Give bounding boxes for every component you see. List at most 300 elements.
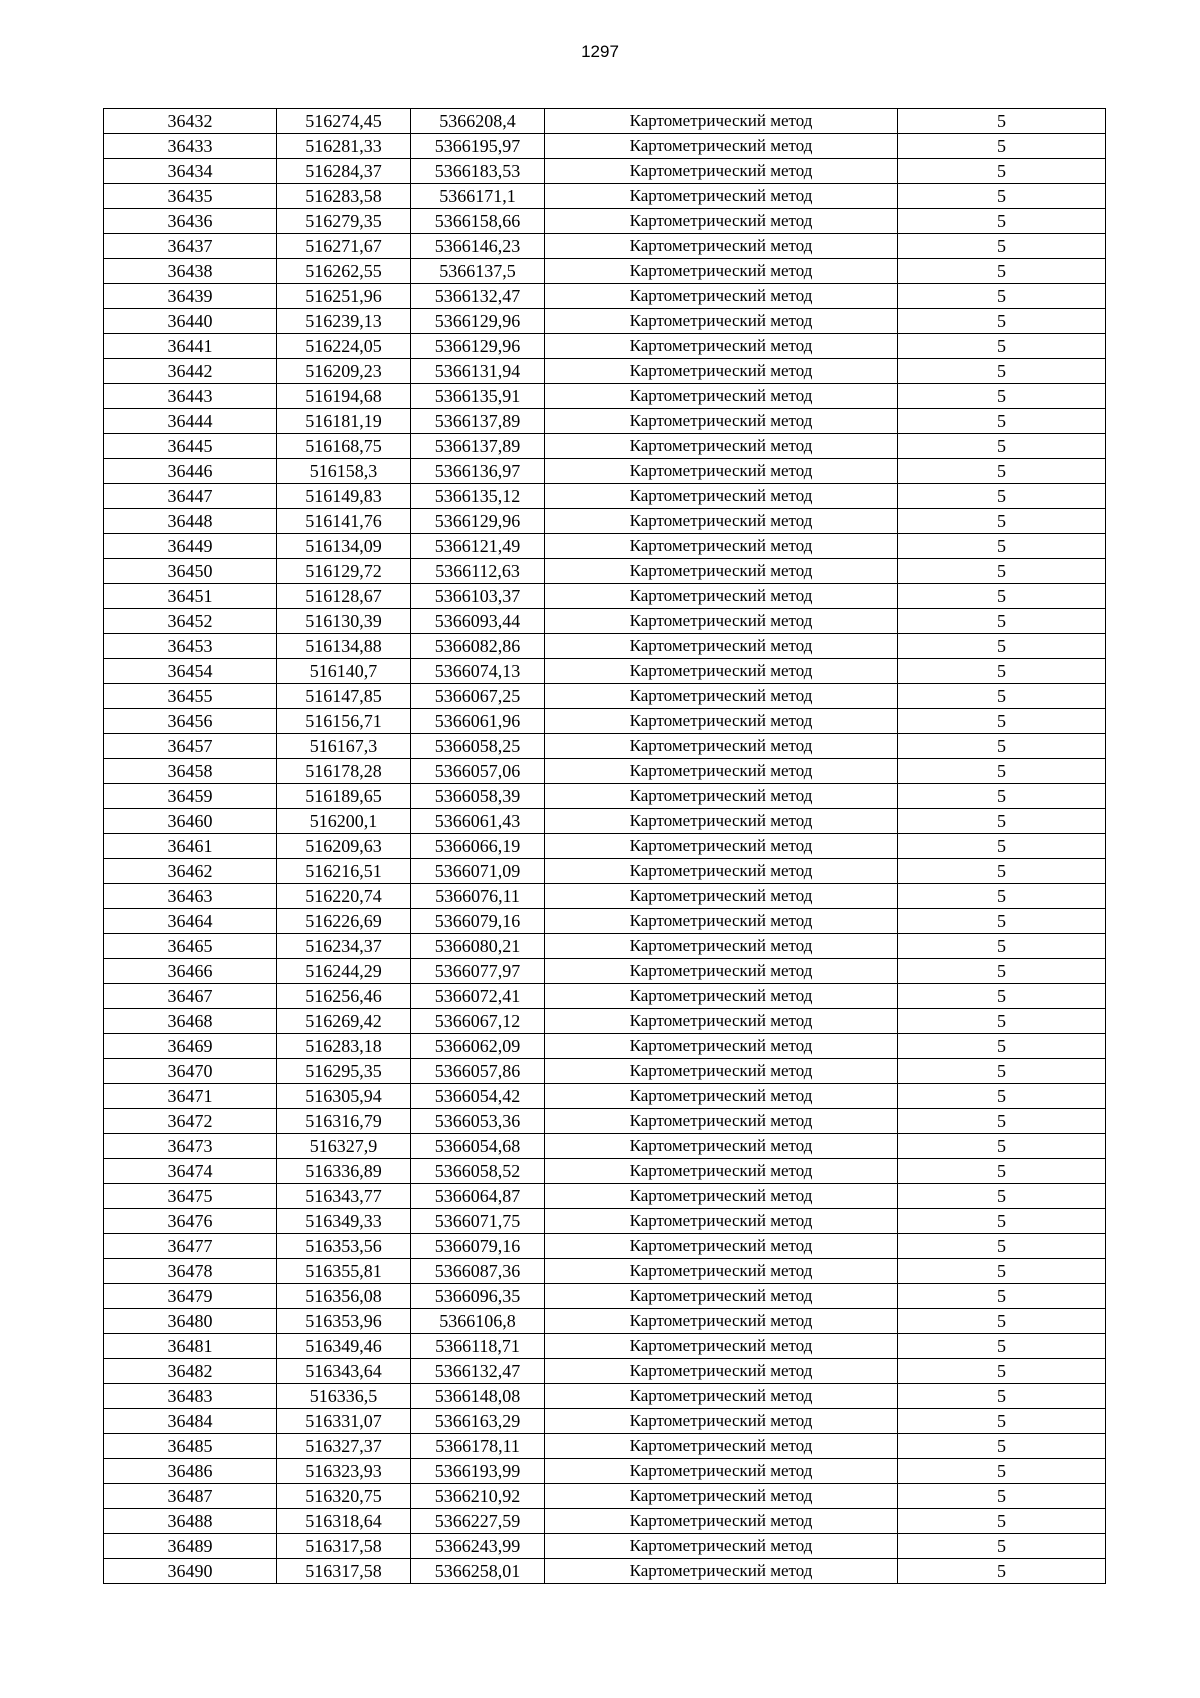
x-coordinate-cell: 516349,46: [277, 1334, 411, 1359]
x-coordinate-cell: 516262,55: [277, 259, 411, 284]
method-cell: Картометрический метод: [545, 934, 898, 959]
table-row: [104, 1334, 1106, 1359]
accuracy-cell: 5: [898, 609, 1106, 634]
y-coordinate-cell: 5366067,12: [411, 1009, 545, 1034]
point-number-cell: 36455: [104, 684, 277, 709]
point-number-cell: 36451: [104, 584, 277, 609]
table-row: [104, 909, 1106, 934]
method-cell: Картометрический метод: [545, 1084, 898, 1109]
table-row: [104, 584, 1106, 609]
y-coordinate-cell: 5366193,99: [411, 1459, 545, 1484]
y-coordinate-cell: 5366135,12: [411, 484, 545, 509]
accuracy-cell: 5: [898, 634, 1106, 659]
x-coordinate-cell: 516156,71: [277, 709, 411, 734]
method-cell: Картометрический метод: [545, 609, 898, 634]
accuracy-cell: 5: [898, 1334, 1106, 1359]
accuracy-cell: 5: [898, 384, 1106, 409]
method-cell: Картометрический метод: [545, 784, 898, 809]
point-number-cell: 36478: [104, 1259, 277, 1284]
table-row: [104, 1009, 1106, 1034]
x-coordinate-cell: 516256,46: [277, 984, 411, 1009]
point-number-cell: 36487: [104, 1484, 277, 1509]
point-number-cell: 36480: [104, 1309, 277, 1334]
method-cell: Картометрический метод: [545, 359, 898, 384]
y-coordinate-cell: 5366163,29: [411, 1409, 545, 1434]
method-cell: Картометрический метод: [545, 1034, 898, 1059]
y-coordinate-cell: 5366058,39: [411, 784, 545, 809]
method-cell: Картометрический метод: [545, 1109, 898, 1134]
point-number-cell: 36481: [104, 1334, 277, 1359]
accuracy-cell: 5: [898, 1184, 1106, 1209]
table-row: [104, 234, 1106, 259]
y-coordinate-cell: 5366112,63: [411, 559, 545, 584]
accuracy-cell: 5: [898, 1009, 1106, 1034]
x-coordinate-cell: 516305,94: [277, 1084, 411, 1109]
table-row: [104, 959, 1106, 984]
y-coordinate-cell: 5366067,25: [411, 684, 545, 709]
x-coordinate-cell: 516336,5: [277, 1384, 411, 1409]
method-cell: Картометрический метод: [545, 1134, 898, 1159]
accuracy-cell: 5: [898, 1209, 1106, 1234]
table-row: [104, 834, 1106, 859]
method-cell: Картометрический метод: [545, 409, 898, 434]
accuracy-cell: 5: [898, 284, 1106, 309]
table-row: [104, 634, 1106, 659]
table-row: [104, 384, 1106, 409]
accuracy-cell: 5: [898, 1409, 1106, 1434]
x-coordinate-cell: 516134,88: [277, 634, 411, 659]
table-row: [104, 334, 1106, 359]
accuracy-cell: 5: [898, 1159, 1106, 1184]
method-cell: Картометрический метод: [545, 384, 898, 409]
accuracy-cell: 5: [898, 684, 1106, 709]
point-number-cell: 36463: [104, 884, 277, 909]
point-number-cell: 36476: [104, 1209, 277, 1234]
x-coordinate-cell: 516220,74: [277, 884, 411, 909]
table-row: [104, 1359, 1106, 1384]
method-cell: Картометрический метод: [545, 434, 898, 459]
method-cell: Картометрический метод: [545, 1259, 898, 1284]
table-row: [104, 359, 1106, 384]
accuracy-cell: 5: [898, 984, 1106, 1009]
y-coordinate-cell: 5366057,06: [411, 759, 545, 784]
accuracy-cell: 5: [898, 1309, 1106, 1334]
x-coordinate-cell: 516251,96: [277, 284, 411, 309]
x-coordinate-cell: 516226,69: [277, 909, 411, 934]
method-cell: Картометрический метод: [545, 1334, 898, 1359]
y-coordinate-cell: 5366129,96: [411, 309, 545, 334]
accuracy-cell: 5: [898, 584, 1106, 609]
method-cell: Картометрический метод: [545, 709, 898, 734]
table-row: [104, 1309, 1106, 1334]
point-number-cell: 36473: [104, 1134, 277, 1159]
point-number-cell: 36446: [104, 459, 277, 484]
x-coordinate-cell: 516317,58: [277, 1534, 411, 1559]
x-coordinate-cell: 516283,58: [277, 184, 411, 209]
point-number-cell: 36458: [104, 759, 277, 784]
point-number-cell: 36488: [104, 1509, 277, 1534]
x-coordinate-cell: 516224,05: [277, 334, 411, 359]
accuracy-cell: 5: [898, 834, 1106, 859]
x-coordinate-cell: 516200,1: [277, 809, 411, 834]
accuracy-cell: 5: [898, 884, 1106, 909]
method-cell: Картометрический метод: [545, 259, 898, 284]
table-row: [104, 684, 1106, 709]
y-coordinate-cell: 5366074,13: [411, 659, 545, 684]
table-row: [104, 284, 1106, 309]
accuracy-cell: 5: [898, 859, 1106, 884]
point-number-cell: 36479: [104, 1284, 277, 1309]
accuracy-cell: 5: [898, 509, 1106, 534]
y-coordinate-cell: 5366183,53: [411, 159, 545, 184]
x-coordinate-cell: 516355,81: [277, 1259, 411, 1284]
table-row: [104, 184, 1106, 209]
point-number-cell: 36471: [104, 1084, 277, 1109]
y-coordinate-cell: 5366103,37: [411, 584, 545, 609]
method-cell: Картометрический метод: [545, 1459, 898, 1484]
point-number-cell: 36442: [104, 359, 277, 384]
table-row: [104, 409, 1106, 434]
table-row: [104, 1534, 1106, 1559]
x-coordinate-cell: 516194,68: [277, 384, 411, 409]
x-coordinate-cell: 516167,3: [277, 734, 411, 759]
accuracy-cell: 5: [898, 1559, 1106, 1584]
x-coordinate-cell: 516331,07: [277, 1409, 411, 1434]
point-number-cell: 36469: [104, 1034, 277, 1059]
x-coordinate-cell: 516141,76: [277, 509, 411, 534]
x-coordinate-cell: 516353,56: [277, 1234, 411, 1259]
table-row: [104, 259, 1106, 284]
accuracy-cell: 5: [898, 1459, 1106, 1484]
table-row: [104, 934, 1106, 959]
y-coordinate-cell: 5366258,01: [411, 1559, 545, 1584]
accuracy-cell: 5: [898, 1284, 1106, 1309]
method-cell: Картометрический метод: [545, 1384, 898, 1409]
x-coordinate-cell: 516343,64: [277, 1359, 411, 1384]
table-row: [104, 434, 1106, 459]
point-number-cell: 36470: [104, 1059, 277, 1084]
table-row: [104, 134, 1106, 159]
method-cell: Картометрический метод: [545, 1409, 898, 1434]
point-number-cell: 36436: [104, 209, 277, 234]
accuracy-cell: 5: [898, 259, 1106, 284]
x-coordinate-cell: 516343,77: [277, 1184, 411, 1209]
accuracy-cell: 5: [898, 909, 1106, 934]
x-coordinate-cell: 516327,37: [277, 1434, 411, 1459]
table-row: [104, 1059, 1106, 1084]
point-number-cell: 36434: [104, 159, 277, 184]
y-coordinate-cell: 5366137,5: [411, 259, 545, 284]
method-cell: Картометрический метод: [545, 484, 898, 509]
x-coordinate-cell: 516284,37: [277, 159, 411, 184]
method-cell: Картометрический метод: [545, 1359, 898, 1384]
table-row: [104, 1509, 1106, 1534]
y-coordinate-cell: 5366158,66: [411, 209, 545, 234]
point-number-cell: 36439: [104, 284, 277, 309]
table-row: [104, 984, 1106, 1009]
table-row: [104, 659, 1106, 684]
y-coordinate-cell: 5366066,19: [411, 834, 545, 859]
x-coordinate-cell: 516271,67: [277, 234, 411, 259]
y-coordinate-cell: 5366057,86: [411, 1059, 545, 1084]
accuracy-cell: 5: [898, 1359, 1106, 1384]
point-number-cell: 36433: [104, 134, 277, 159]
x-coordinate-cell: 516209,63: [277, 834, 411, 859]
point-number-cell: 36456: [104, 709, 277, 734]
method-cell: Картометрический метод: [545, 1484, 898, 1509]
table-row: [104, 1484, 1106, 1509]
point-number-cell: 36448: [104, 509, 277, 534]
accuracy-cell: 5: [898, 1234, 1106, 1259]
table-row: [104, 784, 1106, 809]
table-row: [104, 484, 1106, 509]
y-coordinate-cell: 5366227,59: [411, 1509, 545, 1534]
accuracy-cell: 5: [898, 759, 1106, 784]
method-cell: Картометрический метод: [545, 209, 898, 234]
table-row: [104, 1234, 1106, 1259]
method-cell: Картометрический метод: [545, 1159, 898, 1184]
accuracy-cell: 5: [898, 959, 1106, 984]
method-cell: Картометрический метод: [545, 1559, 898, 1584]
x-coordinate-cell: 516181,19: [277, 409, 411, 434]
accuracy-cell: 5: [898, 709, 1106, 734]
point-number-cell: 36482: [104, 1359, 277, 1384]
y-coordinate-cell: 5366136,97: [411, 459, 545, 484]
accuracy-cell: 5: [898, 1434, 1106, 1459]
x-coordinate-cell: 516216,51: [277, 859, 411, 884]
point-number-cell: 36445: [104, 434, 277, 459]
y-coordinate-cell: 5366178,11: [411, 1434, 545, 1459]
table-row: [104, 209, 1106, 234]
point-number-cell: 36485: [104, 1434, 277, 1459]
accuracy-cell: 5: [898, 309, 1106, 334]
method-cell: Картометрический метод: [545, 584, 898, 609]
accuracy-cell: 5: [898, 559, 1106, 584]
method-cell: Картометрический метод: [545, 534, 898, 559]
x-coordinate-cell: 516336,89: [277, 1159, 411, 1184]
method-cell: Картометрический метод: [545, 1209, 898, 1234]
method-cell: Картометрический метод: [545, 684, 898, 709]
point-number-cell: 36489: [104, 1534, 277, 1559]
method-cell: Картометрический метод: [545, 884, 898, 909]
table-row: [104, 534, 1106, 559]
table-row: [104, 559, 1106, 584]
x-coordinate-cell: 516129,72: [277, 559, 411, 584]
point-number-cell: 36466: [104, 959, 277, 984]
table-row: [104, 1384, 1106, 1409]
accuracy-cell: 5: [898, 159, 1106, 184]
point-number-cell: 36454: [104, 659, 277, 684]
point-number-cell: 36443: [104, 384, 277, 409]
y-coordinate-cell: 5366071,75: [411, 1209, 545, 1234]
y-coordinate-cell: 5366146,23: [411, 234, 545, 259]
point-number-cell: 36461: [104, 834, 277, 859]
table-row: [104, 609, 1106, 634]
method-cell: Картометрический метод: [545, 984, 898, 1009]
accuracy-cell: 5: [898, 409, 1106, 434]
point-number-cell: 36465: [104, 934, 277, 959]
point-number-cell: 36444: [104, 409, 277, 434]
table-row: [104, 759, 1106, 784]
accuracy-cell: 5: [898, 534, 1106, 559]
accuracy-cell: 5: [898, 934, 1106, 959]
y-coordinate-cell: 5366118,71: [411, 1334, 545, 1359]
x-coordinate-cell: 516140,7: [277, 659, 411, 684]
method-cell: Картометрический метод: [545, 234, 898, 259]
point-number-cell: 36437: [104, 234, 277, 259]
table-row: [104, 309, 1106, 334]
point-number-cell: 36441: [104, 334, 277, 359]
y-coordinate-cell: 5366053,36: [411, 1109, 545, 1134]
y-coordinate-cell: 5366148,08: [411, 1384, 545, 1409]
point-number-cell: 36484: [104, 1409, 277, 1434]
table-row: [104, 1259, 1106, 1284]
table-row: [104, 1409, 1106, 1434]
point-number-cell: 36440: [104, 309, 277, 334]
accuracy-cell: 5: [898, 784, 1106, 809]
y-coordinate-cell: 5366082,86: [411, 634, 545, 659]
y-coordinate-cell: 5366054,68: [411, 1134, 545, 1159]
x-coordinate-cell: 516189,65: [277, 784, 411, 809]
method-cell: Картометрический метод: [545, 1309, 898, 1334]
x-coordinate-cell: 516269,42: [277, 1009, 411, 1034]
x-coordinate-cell: 516244,29: [277, 959, 411, 984]
point-number-cell: 36447: [104, 484, 277, 509]
method-cell: Картометрический метод: [545, 634, 898, 659]
y-coordinate-cell: 5366058,52: [411, 1159, 545, 1184]
x-coordinate-cell: 516283,18: [277, 1034, 411, 1059]
method-cell: Картометрический метод: [545, 909, 898, 934]
method-cell: Картометрический метод: [545, 559, 898, 584]
y-coordinate-cell: 5366058,25: [411, 734, 545, 759]
accuracy-cell: 5: [898, 1134, 1106, 1159]
point-number-cell: 36438: [104, 259, 277, 284]
accuracy-cell: 5: [898, 209, 1106, 234]
method-cell: Картометрический метод: [545, 1284, 898, 1309]
point-number-cell: 36472: [104, 1109, 277, 1134]
accuracy-cell: 5: [898, 1109, 1106, 1134]
x-coordinate-cell: 516320,75: [277, 1484, 411, 1509]
y-coordinate-cell: 5366096,35: [411, 1284, 545, 1309]
y-coordinate-cell: 5366062,09: [411, 1034, 545, 1059]
y-coordinate-cell: 5366210,92: [411, 1484, 545, 1509]
x-coordinate-cell: 516128,67: [277, 584, 411, 609]
method-cell: Картометрический метод: [545, 1059, 898, 1084]
table-row: [104, 1159, 1106, 1184]
table-row: [104, 1134, 1106, 1159]
y-coordinate-cell: 5366077,97: [411, 959, 545, 984]
method-cell: Картометрический метод: [545, 959, 898, 984]
accuracy-cell: 5: [898, 809, 1106, 834]
y-coordinate-cell: 5366093,44: [411, 609, 545, 634]
method-cell: Картометрический метод: [545, 1234, 898, 1259]
y-coordinate-cell: 5366079,16: [411, 1234, 545, 1259]
table-row: [104, 809, 1106, 834]
table-row: [104, 1284, 1106, 1309]
method-cell: Картометрический метод: [545, 459, 898, 484]
method-cell: Картометрический метод: [545, 284, 898, 309]
x-coordinate-cell: 516239,13: [277, 309, 411, 334]
y-coordinate-cell: 5366129,96: [411, 334, 545, 359]
method-cell: Картометрический метод: [545, 184, 898, 209]
x-coordinate-cell: 516281,33: [277, 134, 411, 159]
x-coordinate-cell: 516349,33: [277, 1209, 411, 1234]
point-number-cell: 36483: [104, 1384, 277, 1409]
table-row: [104, 1184, 1106, 1209]
accuracy-cell: 5: [898, 334, 1106, 359]
point-number-cell: 36457: [104, 734, 277, 759]
accuracy-cell: 5: [898, 1484, 1106, 1509]
table-row: [104, 1084, 1106, 1109]
method-cell: Картометрический метод: [545, 334, 898, 359]
coordinates-table: [103, 108, 1106, 1584]
table-row: [104, 459, 1106, 484]
point-number-cell: 36449: [104, 534, 277, 559]
point-number-cell: 36490: [104, 1559, 277, 1584]
y-coordinate-cell: 5366071,09: [411, 859, 545, 884]
y-coordinate-cell: 5366137,89: [411, 409, 545, 434]
table-row: [104, 859, 1106, 884]
y-coordinate-cell: 5366135,91: [411, 384, 545, 409]
y-coordinate-cell: 5366061,96: [411, 709, 545, 734]
point-number-cell: 36486: [104, 1459, 277, 1484]
method-cell: Картометрический метод: [545, 734, 898, 759]
method-cell: Картометрический метод: [545, 309, 898, 334]
table-row: [104, 1209, 1106, 1234]
x-coordinate-cell: 516209,23: [277, 359, 411, 384]
x-coordinate-cell: 516147,85: [277, 684, 411, 709]
method-cell: Картометрический метод: [545, 759, 898, 784]
y-coordinate-cell: 5366121,49: [411, 534, 545, 559]
y-coordinate-cell: 5366106,8: [411, 1309, 545, 1334]
y-coordinate-cell: 5366087,36: [411, 1259, 545, 1284]
x-coordinate-cell: 516279,35: [277, 209, 411, 234]
accuracy-cell: 5: [898, 359, 1106, 384]
method-cell: Картометрический метод: [545, 1434, 898, 1459]
accuracy-cell: 5: [898, 1534, 1106, 1559]
table-row: [104, 159, 1106, 184]
accuracy-cell: 5: [898, 1084, 1106, 1109]
accuracy-cell: 5: [898, 484, 1106, 509]
point-number-cell: 36460: [104, 809, 277, 834]
y-coordinate-cell: 5366079,16: [411, 909, 545, 934]
y-coordinate-cell: 5366137,89: [411, 434, 545, 459]
method-cell: Картометрический метод: [545, 1009, 898, 1034]
method-cell: Картометрический метод: [545, 809, 898, 834]
page-number: 1297: [581, 42, 619, 61]
x-coordinate-cell: 516168,75: [277, 434, 411, 459]
accuracy-cell: 5: [898, 659, 1106, 684]
y-coordinate-cell: 5366054,42: [411, 1084, 545, 1109]
accuracy-cell: 5: [898, 1059, 1106, 1084]
x-coordinate-cell: 516356,08: [277, 1284, 411, 1309]
point-number-cell: 36453: [104, 634, 277, 659]
accuracy-cell: 5: [898, 434, 1106, 459]
point-number-cell: 36450: [104, 559, 277, 584]
y-coordinate-cell: 5366072,41: [411, 984, 545, 1009]
y-coordinate-cell: 5366132,47: [411, 284, 545, 309]
table-row: [104, 109, 1106, 134]
y-coordinate-cell: 5366195,97: [411, 134, 545, 159]
point-number-cell: 36477: [104, 1234, 277, 1259]
y-coordinate-cell: 5366061,43: [411, 809, 545, 834]
x-coordinate-cell: 516323,93: [277, 1459, 411, 1484]
y-coordinate-cell: 5366129,96: [411, 509, 545, 534]
y-coordinate-cell: 5366132,47: [411, 1359, 545, 1384]
x-coordinate-cell: 516353,96: [277, 1309, 411, 1334]
y-coordinate-cell: 5366171,1: [411, 184, 545, 209]
method-cell: Картометрический метод: [545, 109, 898, 134]
